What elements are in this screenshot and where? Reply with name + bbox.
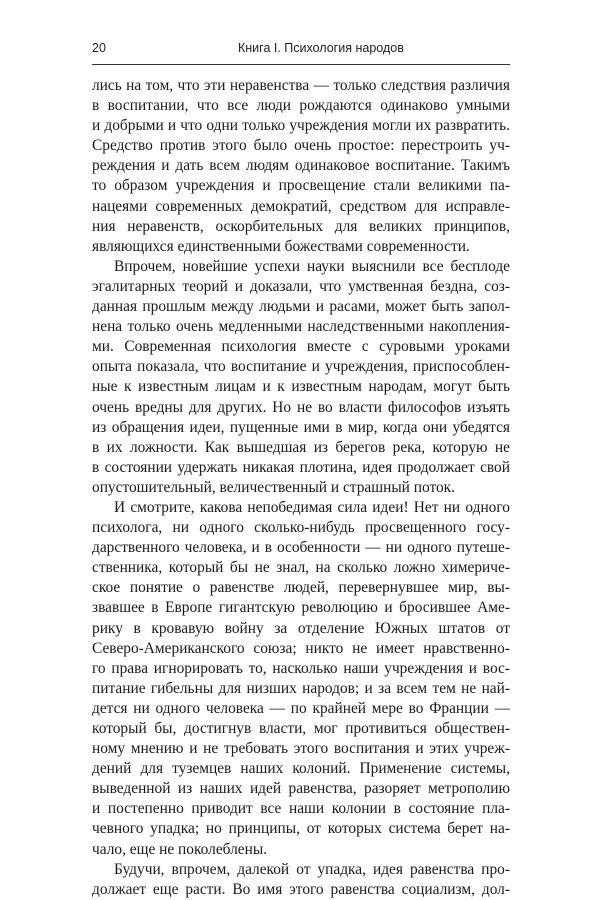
page-number: 20 [92, 41, 106, 55]
text-line: лись на том, что эти неравенства — только следствия различия [92, 77, 510, 94]
text-line: то образом учреждения и просвещение стали великими па- [92, 177, 510, 195]
text-line: являющихся единственными божествами современности. [92, 237, 470, 255]
text-line: чевного упадка; но принципы, от которых система берет на- [92, 820, 510, 838]
text-line: дений для туземцев наших колоний. Применение системы, [92, 760, 510, 778]
text-line: И смотрите, какова непобедимая сила идеи! Нет ни одного [114, 498, 510, 516]
text-line: ственника, который бы не знал, на сколько ложно химериче- [92, 559, 510, 577]
text-line: опустошительный, величественный и страшный поток. [92, 478, 456, 496]
text-line: в состоянии удержать никакая плотина, идея продолжает свой [92, 458, 510, 476]
text-line: Впрочем, новейшие успехи науки выяснили все бесплоде [114, 257, 510, 275]
text-line: из обращения идеи, пущенные ими в мир, когда они убедятся [92, 418, 510, 436]
running-title: Книга I. Психология народов [238, 41, 404, 55]
text-line: Будучи, впрочем, далекой от упадка, идея равенства про- [114, 860, 510, 878]
text-line: ные к известным лицам и к известным народам, могут быть [92, 378, 510, 396]
text-line: выведенной из наших идей равенства, разоряет метрополию [92, 780, 510, 798]
text-line: и постепенно приводит все наши колонии в состояние пла- [92, 800, 510, 818]
text-line: реждения и дать всем людям одинаковое воспитание. Такимъ [92, 157, 510, 175]
text-line: нацеями современных демократий, средством для исправле- [92, 197, 510, 215]
header-divider [92, 64, 510, 65]
text-line: Северо-Американского союза; никто не имеет нравственно- [92, 639, 510, 657]
text-line: дется ни одного человека — по крайней мере во Франции — [92, 699, 510, 717]
text-line: должает еще расти. Во имя этого равенства социализм, дол- [92, 880, 510, 898]
text-line: данная прошлым между людьми и расами, может быть запол- [92, 298, 510, 316]
text-line: очень вредны для других. Но не во власти философов изъять [92, 398, 510, 416]
text-line: дарственного человека, и в особенности — ни одного путеше- [92, 539, 510, 557]
text-line: Средство против этого было очень простое: перестроить уч- [92, 137, 510, 155]
body-text [92, 76, 510, 900]
text-line: в воспитании, что все люди рождаются одинаково умными [92, 97, 510, 115]
text-line: эгалитарных теорий и доказали, что умственная бездна, соз- [92, 277, 510, 295]
text-line: нена только очень медленными наследственными накопления- [92, 318, 510, 336]
text-line: ское понятие о равенстве людей, перевернувшее мир, вы- [92, 579, 510, 597]
text-line: звавшее в Европе гигантскую революцию и бросившее Аме- [92, 599, 510, 617]
text-line: чало, еще не поколеблены. [92, 840, 268, 858]
text-line: который бы, достигнув власти, мог противиться обществен- [92, 720, 510, 737]
text-line: го права игнорировать то, насколько наши учреждения и вос- [92, 659, 510, 677]
text-line: опыта показала, что воспитание и учреждения, приспособлен- [92, 358, 510, 376]
text-line: питание гибельны для низших народов; и за всем тем не най- [92, 679, 510, 697]
text-line: ния неравенств, оскорбительных для великих принципов, [92, 217, 510, 235]
text-line: ми. Современная психология вместе с суровыми уроками [92, 338, 510, 356]
text-line: в их ложности. Как вышедшая из берегов река, которую не [92, 438, 510, 456]
text-line: и добрыми и что одни только учреждения могли их развратить. [92, 117, 510, 135]
text-line: рику в кровавую войну за отделение Южных штатов от [92, 619, 510, 637]
text-line: ному мнению и не требовать этого воспитания и этих учреж- [92, 740, 510, 758]
text-line: психолога, ни одного сколько-нибудь просвещенного госу- [92, 519, 510, 537]
